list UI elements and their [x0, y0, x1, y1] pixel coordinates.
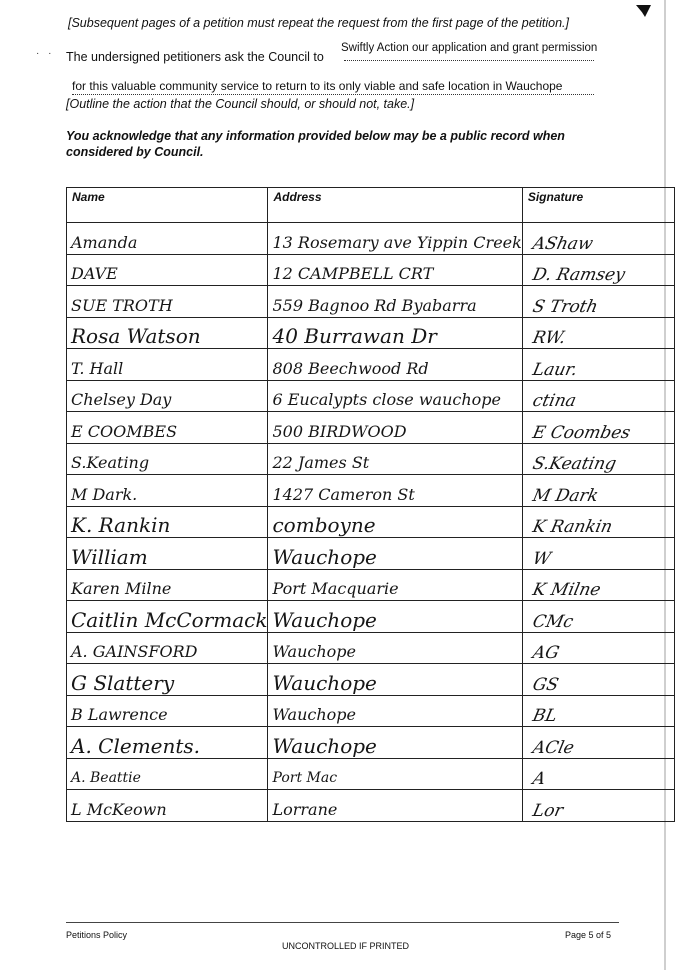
signer-signature: Laur. — [530, 359, 580, 380]
signer-name-cell — [67, 601, 268, 633]
signer-address-cell — [268, 601, 522, 633]
signer-signature-cell — [522, 632, 674, 664]
table-row — [67, 727, 675, 759]
signer-signature-cell — [522, 664, 674, 696]
signer-signature: CMc — [530, 611, 575, 632]
signer-address-cell — [268, 758, 522, 790]
signer-address: 808 Beechwood Rd — [272, 358, 429, 378]
signer-address-cell — [268, 664, 522, 696]
signer-signature: GS — [530, 674, 561, 695]
column-header-signature: Signature — [522, 188, 674, 223]
table-row — [67, 254, 675, 286]
signer-name-cell — [67, 632, 268, 664]
signer-signature-cell — [522, 727, 674, 759]
signer-name-cell — [67, 475, 268, 507]
signer-address: 13 Rosemary ave Yippin Creek — [272, 232, 522, 252]
signer-address: 12 CAMPBELL CRT — [272, 264, 434, 283]
outline-note: [Outline the action that the Council should, or should not, take.] — [66, 97, 415, 111]
signer-address-cell — [268, 286, 522, 318]
signer-name-cell — [67, 254, 268, 286]
footer-uncontrolled: UNCONTROLLED IF PRINTED — [282, 941, 410, 951]
signer-name-cell — [67, 317, 268, 349]
signer-address: 40 Burrawan Dr — [272, 324, 437, 348]
signer-address-cell — [268, 443, 522, 475]
signer-signature-cell — [522, 601, 674, 633]
signer-name-cell — [67, 727, 268, 759]
signer-signature: S.Keating — [530, 454, 618, 474]
signer-signature-cell — [522, 223, 674, 255]
table-row — [67, 506, 675, 538]
signer-name-cell — [67, 569, 268, 601]
dotted-line — [344, 60, 594, 61]
signer-name: L McKeown — [71, 799, 167, 819]
table-row — [67, 569, 675, 601]
signer-signature: K Milne — [530, 580, 603, 600]
signer-signature: AG — [530, 643, 561, 663]
signer-name: Amanda — [71, 232, 138, 252]
signer-signature: E Coombes — [530, 422, 633, 443]
footer-rule — [66, 922, 619, 923]
signer-name-cell — [67, 380, 268, 412]
signer-signature: ACle — [530, 737, 576, 758]
ask-prefix: The undersigned petitioners ask the Council to — [66, 50, 324, 64]
table-row — [67, 443, 675, 475]
table-row — [67, 349, 675, 381]
signer-address: 1427 Cameron St — [272, 484, 415, 504]
signer-address-cell — [268, 254, 522, 286]
signer-address: Wauchope — [272, 544, 377, 569]
signer-address: Wauchope — [272, 733, 377, 758]
table-row — [67, 664, 675, 696]
table-row — [67, 695, 675, 727]
signer-signature: AShaw — [530, 233, 595, 254]
signer-name-cell — [67, 790, 268, 822]
signer-address-cell — [268, 475, 522, 507]
signer-address: Wauchope — [272, 705, 356, 724]
signer-signature-cell — [522, 380, 674, 412]
signer-address-cell — [268, 317, 522, 349]
signer-signature-cell — [522, 412, 674, 444]
signer-name: William — [71, 544, 148, 569]
signer-name: A. Clements. — [71, 733, 201, 758]
signer-signature-cell — [522, 475, 674, 507]
signer-signature-cell — [522, 286, 674, 318]
signer-signature-cell — [522, 695, 674, 727]
table-row — [67, 758, 675, 790]
table-header-row — [67, 188, 675, 223]
signer-signature: S Troth — [530, 296, 600, 317]
signer-signature-cell — [522, 758, 674, 790]
signer-signature: W — [530, 548, 553, 569]
signer-name: A. GAINSFORD — [71, 642, 198, 661]
table-row — [67, 790, 675, 822]
signer-address: Wauchope — [272, 670, 377, 695]
signer-name-cell — [67, 695, 268, 727]
signer-name: DAVE — [71, 264, 118, 283]
signer-address: Port Macquarie — [272, 579, 399, 598]
signer-address: 559 Bagnoo Rd Byabarra — [272, 295, 477, 315]
margin-dots: · · — [36, 48, 55, 59]
signer-name: K. Rankin — [71, 513, 171, 537]
signer-name: Karen Milne — [71, 579, 172, 598]
signer-address-cell — [268, 223, 522, 255]
signer-name-cell — [67, 223, 268, 255]
table-row — [67, 223, 675, 255]
ask-fill-line2: for this valuable community service to return to its only viable and safe location in Wauchope — [72, 79, 594, 95]
signer-address: Wauchope — [272, 607, 377, 632]
column-header-name: Name — [67, 188, 268, 223]
signer-address: 500 BIRDWOOD — [272, 421, 407, 441]
signer-signature: A — [530, 769, 548, 789]
table-row — [67, 380, 675, 412]
signer-address-cell — [268, 790, 522, 822]
table-row — [67, 632, 675, 664]
signer-address-cell — [268, 538, 522, 570]
signer-name: G Slattery — [71, 670, 175, 695]
signer-signature-cell — [522, 254, 674, 286]
signer-signature-cell — [522, 569, 674, 601]
signer-signature-cell — [522, 506, 674, 538]
signer-address-cell — [268, 349, 522, 381]
signer-signature: D. Ramsey — [530, 265, 627, 285]
signer-name: Chelsey Day — [71, 390, 172, 409]
table-row — [67, 412, 675, 444]
signer-signature: BL — [530, 706, 559, 726]
acknowledgement: You acknowledge that any information provided below may be a public record when considered by Council. — [66, 129, 565, 159]
signer-address: Port Mac — [272, 770, 338, 786]
signer-name-cell — [67, 506, 268, 538]
signer-address: Wauchope — [272, 642, 356, 661]
signer-name-cell — [67, 758, 268, 790]
signer-signature: ctina — [530, 391, 578, 411]
ask-fill: Swiftly Action our application and grant permission — [341, 42, 598, 54]
signer-address-cell — [268, 412, 522, 444]
signer-name: B Lawrence — [71, 705, 168, 724]
signer-signature: RW. — [530, 328, 568, 348]
footer-policy: Petitions Policy — [66, 930, 128, 940]
signer-name: Caitlin McCormack — [71, 607, 268, 632]
signer-signature-cell — [522, 538, 674, 570]
signer-name: A. Beattie — [71, 770, 141, 786]
signer-name: E COOMBES — [71, 421, 178, 441]
signer-address: comboyne — [272, 513, 376, 537]
table-row — [67, 286, 675, 318]
signer-address-cell — [268, 380, 522, 412]
signer-name-cell — [67, 412, 268, 444]
corner-mark — [636, 5, 651, 17]
signer-signature-cell — [522, 790, 674, 822]
table-row — [67, 601, 675, 633]
signer-name-cell — [67, 349, 268, 381]
signer-address-cell — [268, 569, 522, 601]
signer-name: SUE TROTH — [71, 295, 173, 315]
signer-signature: Lor — [530, 800, 565, 821]
signer-address-cell — [268, 506, 522, 538]
column-header-address: Address — [268, 188, 522, 223]
signer-address: 22 James St — [272, 453, 370, 472]
signature-table — [66, 187, 675, 822]
signer-signature: M Dark — [530, 485, 600, 506]
signer-name: Rosa Watson — [71, 324, 201, 348]
signer-address: 6 Eucalypts close wauchope — [272, 390, 501, 409]
table-row — [67, 475, 675, 507]
signer-signature-cell — [522, 443, 674, 475]
signer-address-cell — [268, 632, 522, 664]
signer-name-cell — [67, 443, 268, 475]
signer-name-cell — [67, 538, 268, 570]
footer-page-number: Page 5 of 5 — [565, 930, 612, 940]
signer-signature-cell — [522, 349, 674, 381]
signer-name-cell — [67, 664, 268, 696]
signer-address-cell — [268, 727, 522, 759]
table-row — [67, 538, 675, 570]
signer-name: T. Hall — [71, 358, 124, 378]
signer-name: M Dark. — [71, 484, 138, 504]
signer-name: S.Keating — [71, 453, 150, 472]
table-row — [67, 317, 675, 349]
signer-name-cell — [67, 286, 268, 318]
signer-address: Lorrane — [272, 799, 338, 819]
signer-address-cell — [268, 695, 522, 727]
subsequent-note: [Subsequent pages of a petition must repeat the request from the first page of the petition.] — [68, 16, 570, 30]
signer-signature: K Rankin — [530, 517, 615, 537]
signer-signature-cell — [522, 317, 674, 349]
